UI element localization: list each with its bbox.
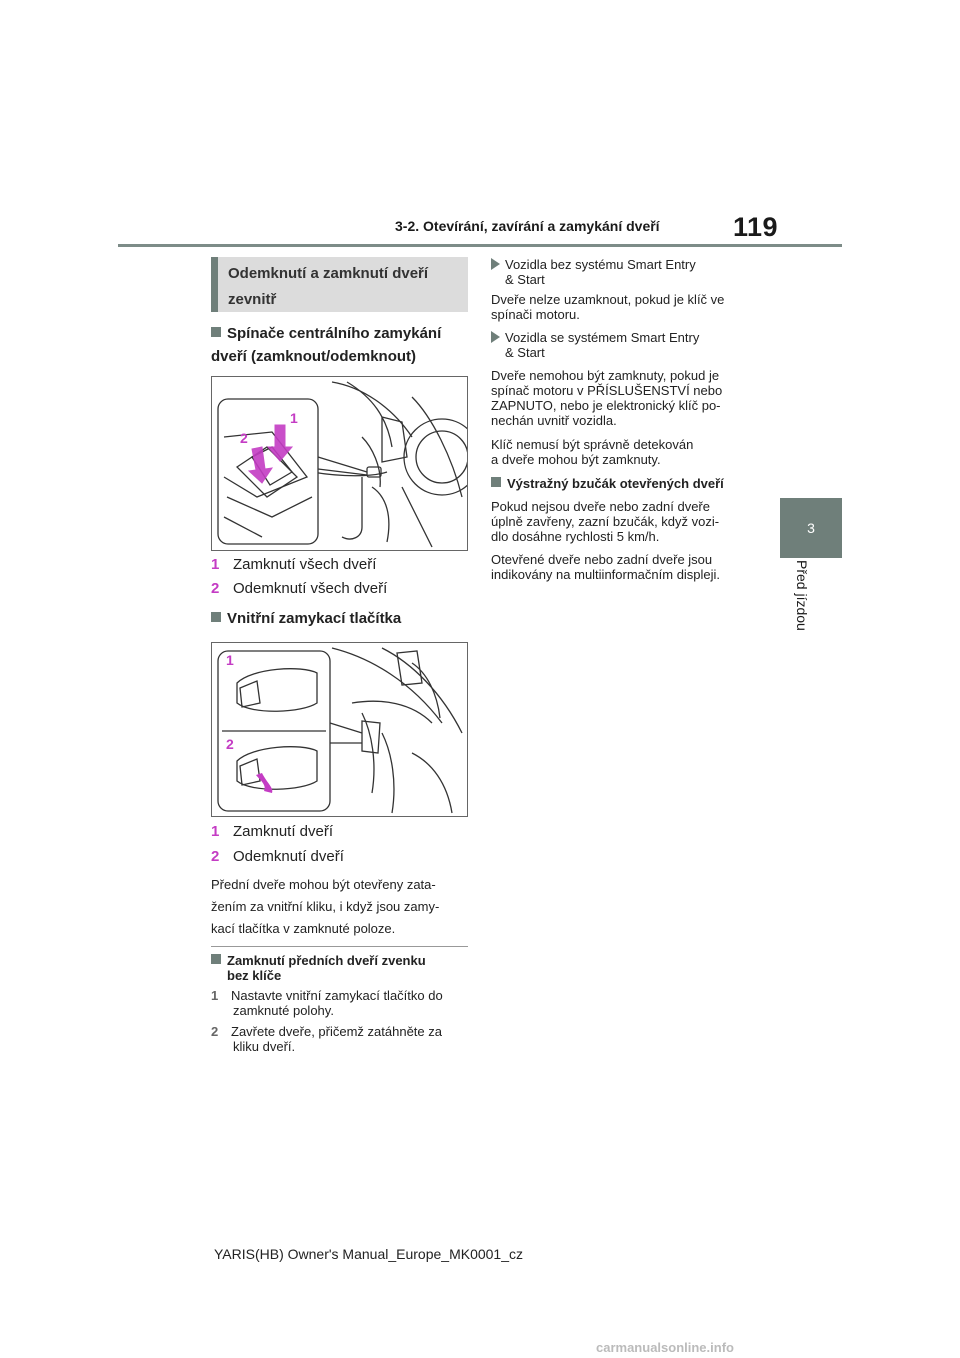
- item-text: Zamknutí všech dveří: [233, 556, 377, 573]
- section-heading-box: [211, 257, 468, 312]
- heading-line: Vozidla se systémem Smart Entry: [505, 330, 700, 345]
- fig2-label-1: 1: [226, 652, 234, 668]
- note-line: kací tlačítka v zamknuté poloze.: [211, 921, 396, 936]
- square-bullet-icon: [491, 477, 501, 487]
- heading-line: & Start: [505, 345, 545, 360]
- item-number: 1: [211, 823, 220, 840]
- note-line: žením za vnitřní kliku, i když jsou zamy-: [211, 899, 440, 914]
- fig2-item-1: [211, 822, 333, 842]
- text-line: spínači motoru.: [491, 307, 580, 322]
- buzzer-text-2: [491, 552, 720, 582]
- fig1-item-1: [211, 555, 376, 575]
- item-number: 2: [211, 848, 220, 865]
- step-number: 2: [211, 1024, 219, 1039]
- text-line: dlo dosáhne rychlosti 5 km/h.: [491, 529, 660, 544]
- page-number: 119: [733, 212, 779, 242]
- fig1-item-2: [211, 579, 387, 599]
- text-line: spínač motoru v PŘÍSLUŠENSTVÍ nebo: [491, 383, 723, 398]
- lock-outside-heading: [211, 953, 426, 983]
- section-heading: Odemknutí a zamknutí dveří zevnitř: [228, 265, 429, 308]
- figure-door-lock-switch: [211, 376, 468, 551]
- triangle-bullet-icon: [491, 331, 500, 343]
- square-bullet-icon: [211, 612, 221, 622]
- chapter-tab[interactable]: [780, 498, 842, 558]
- chapter-label-text: Před jízdou: [794, 560, 810, 631]
- step-line: kliku dveří.: [233, 1039, 296, 1054]
- item-text: Odemknutí dveří: [233, 848, 344, 865]
- text-line: Pokud nejsou dveře nebo zadní dveře: [491, 499, 710, 514]
- text-line: indikovány na multiinformačním displeji.: [491, 567, 721, 582]
- chapter-tab-number: 3: [807, 520, 815, 536]
- smart-entry-without-heading: [491, 257, 696, 287]
- divider: [211, 946, 468, 947]
- smart-entry-with-text-2: [491, 437, 693, 467]
- triangle-bullet-icon: [491, 258, 500, 270]
- text-line: úplně zavřeny, zazní bzučák, když vozi-: [491, 514, 720, 529]
- item-text: Zamknutí dveří: [233, 823, 334, 840]
- item-text: Odemknutí všech dveří: [233, 580, 388, 597]
- buzzer-text: [491, 499, 719, 544]
- chapter-label: [782, 560, 840, 660]
- lock-step-2: [211, 1024, 473, 1054]
- text-line: nechán uvnitř vozidla.: [491, 413, 617, 428]
- item-number: 2: [211, 580, 220, 597]
- buttons-heading: [211, 607, 401, 630]
- section-title: 3-2. Otevírání, zavírání a zamykání dveří: [395, 218, 660, 234]
- smart-entry-without-text: [491, 292, 724, 322]
- square-bullet-icon: [211, 327, 221, 337]
- inside-lock-button-illustration: [212, 643, 467, 816]
- text-line: ZAPNUTO, nebo je elektronický klíč po-: [491, 398, 721, 413]
- lock-step-1: [211, 988, 473, 1018]
- step-line: Zavřete dveře, přičemž zatáhněte za: [231, 1024, 442, 1039]
- smart-entry-with-heading: [491, 330, 699, 360]
- switch-heading-text: Spínače centrálního zamykání dveří (zamknout/odemknout): [211, 325, 442, 365]
- heading-line: Vozidla bez systému Smart Entry: [505, 257, 696, 272]
- figure-inside-lock-buttons: [211, 642, 468, 817]
- note-line: Přední dveře mohou být otevřeny zata-: [211, 877, 436, 892]
- lock-heading-line: bez klíče: [227, 968, 282, 983]
- fig1-label-2: 2: [240, 430, 248, 446]
- door-lock-switch-illustration: [212, 377, 467, 550]
- buzzer-heading: [491, 476, 724, 491]
- text-line: Dveře nelze uzamknout, pokud je klíč ve: [491, 292, 725, 307]
- switch-heading: [211, 322, 468, 368]
- square-bullet-icon: [211, 954, 221, 964]
- step-line: Nastavte vnitřní zamykací tlačítko do: [231, 988, 443, 1003]
- fig2-item-2: [211, 847, 344, 867]
- buttons-heading-text: Vnitřní zamykací tlačítka: [227, 610, 402, 627]
- fig1-label-1: 1: [290, 410, 298, 426]
- note-paragraph: [211, 874, 468, 940]
- heading-line: & Start: [505, 272, 545, 287]
- footer-manual-id: YARIS(HB) Owner's Manual_Europe_MK0001_cz: [214, 1246, 523, 1262]
- text-line: Klíč nemusí být správně detekován: [491, 437, 694, 452]
- fig2-label-2: 2: [226, 736, 234, 752]
- item-number: 1: [211, 556, 220, 573]
- header-rule: [118, 244, 842, 247]
- watermark: carmanualsonline.info: [596, 1340, 734, 1355]
- smart-entry-with-text: [491, 368, 722, 428]
- step-number: 1: [211, 988, 219, 1003]
- lock-heading-line: Zamknutí předních dveří zvenku: [227, 953, 426, 968]
- text-line: Dveře nemohou být zamknuty, pokud je: [491, 368, 720, 383]
- buzzer-heading-text: Výstražný bzučák otevřených dveří: [507, 476, 724, 491]
- text-line: Otevřené dveře nebo zadní dveře jsou: [491, 552, 713, 567]
- text-line: a dveře mohou být zamknuty.: [491, 452, 661, 467]
- step-line: zamknuté polohy.: [233, 1003, 334, 1018]
